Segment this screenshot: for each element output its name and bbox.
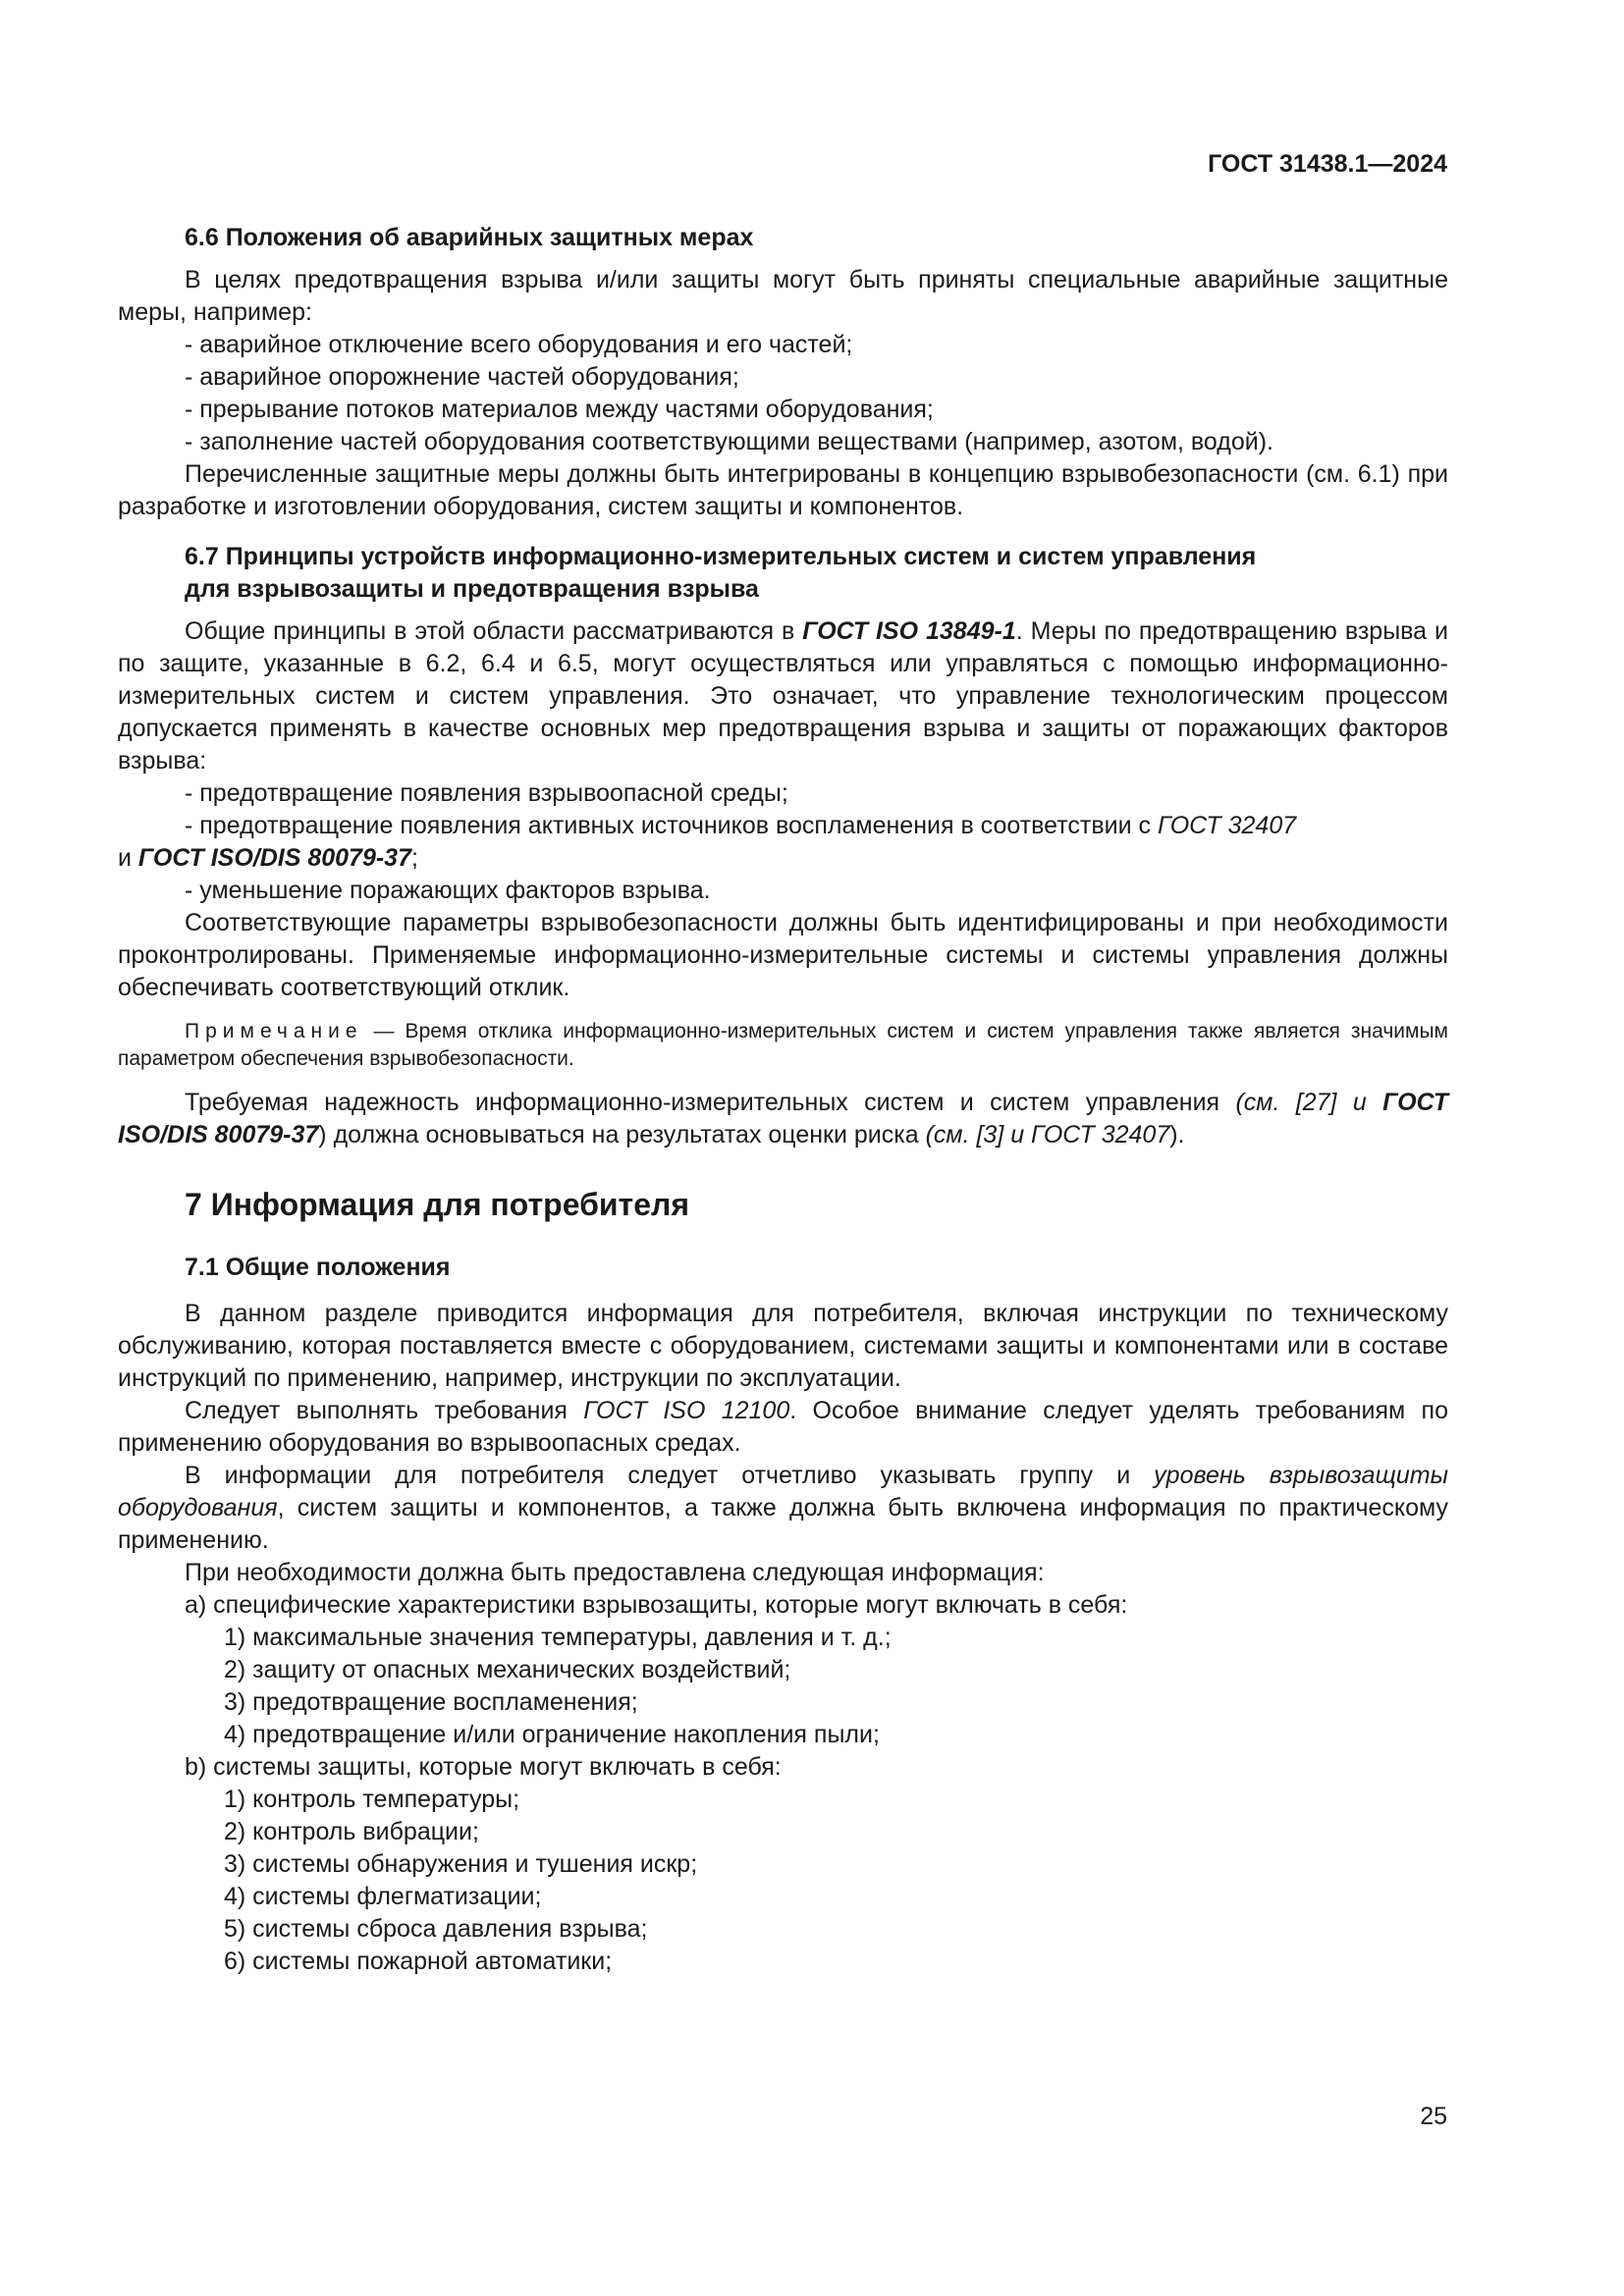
standard-reference: ГОСТ ISO 13849-1 — [802, 617, 1016, 645]
list-item: 1) максимальные значения температуры, давления и т. д.; — [224, 1624, 892, 1651]
list-item: - предотвращение появления взрывоопасной среды; — [185, 779, 788, 807]
s66-closing: Перечисленные защитные меры должны быть интегрированы в концепцию взрывобезопасности (см. 6.1) при разработке и изготовлении оборудования, систем защиты и компонентов. — [118, 460, 1448, 520]
list-item: - аварийное отключение всего оборудования и его частей; — [185, 331, 853, 358]
list-item: 2) контроль вибрации; — [224, 1818, 479, 1845]
standard-reference: ГОСТ ISO 12100 — [583, 1397, 790, 1424]
list-item: - заполнение частей оборудования соответствующими веществами (например, азотом, водой). — [185, 428, 1273, 455]
list-item: - прерывание потоков материалов между частями оборудования; — [185, 396, 934, 423]
section-6-7-title-line1: 6.7 Принципы устройств информационно-измерительных систем и систем управления — [185, 543, 1257, 570]
text: . Особое внимание следует уделять требованиям по применению оборудования во взрывоопасных средах. — [118, 1397, 1449, 1457]
list-item: 4) системы флегматизации; — [224, 1883, 542, 1910]
s71-paragraph-3 — [118, 1460, 1448, 1557]
standard-reference: ГОСТ 32407 — [1157, 812, 1297, 839]
page-content — [118, 222, 1448, 1978]
s67-paragraph-1 — [118, 615, 1448, 777]
list-item: 1) контроль температуры; — [224, 1786, 520, 1813]
page-number: 25 — [1420, 2103, 1447, 2130]
list-b-label: b) системы защиты, которые могут включать в себя: — [185, 1753, 782, 1781]
s71-paragraph-4: При необходимости должна быть предоставлена следующая информация: — [185, 1559, 1045, 1586]
list-item: 5) системы сброса давления взрыва; — [224, 1915, 648, 1943]
section-7-title: 7 Информация для потребителя — [185, 1187, 689, 1222]
text: В информации для потребителя следует отчетливо указывать группу и — [185, 1462, 1155, 1489]
s71-paragraph-1: В данном разделе приводится информация для потребителя, включая инструкции по техническому обслуживанию, которая поставляется вместе с оборудованием, системами защиты и компонентами или в составе инструкций по применению, например, инструкции по эксплуатации. — [118, 1300, 1448, 1392]
text: , систем защиты и компонентов, а также должна быть включена информация по практическому применению. — [118, 1494, 1448, 1554]
text: и — [118, 844, 138, 872]
text: . Меры по предотвращению взрыва и по защите, указанные в 6.2, 6.4 и 6.5, могут осуществляться или управляться с помощью информационно-измерительных систем и систем управления. Это означает, что управление технологическим процессом допускается применять в качестве основных мер предотвращения взрыва и защиты от поражающих факторов взрыва: — [118, 617, 1448, 774]
text: Следует выполнять требования — [185, 1397, 584, 1424]
list-item: 6) системы пожарной автоматики; — [224, 1948, 613, 1975]
citation: (см. [27] и — [1235, 1089, 1367, 1116]
citation: (см. [3] и ГОСТ 32407 — [925, 1121, 1170, 1148]
text: ; — [411, 844, 418, 872]
list-item: 2) защиту от опасных механических воздействий; — [224, 1656, 791, 1683]
list-item: 3) системы обнаружения и тушения искр; — [224, 1850, 698, 1878]
note — [118, 1018, 1448, 1073]
s67-paragraph-3 — [118, 1087, 1448, 1151]
section-7-1-title: 7.1 Общие положения — [185, 1254, 451, 1281]
s71-paragraph-2 — [118, 1395, 1448, 1460]
note-text: — Время отклика информационно-измерительных систем и систем управления также является значимым параметром обеспечения взрывобезопасности. — [118, 1020, 1448, 1070]
list-item: - уменьшение поражающих факторов взрыва. — [185, 877, 711, 904]
list-item-continuation — [118, 842, 1448, 875]
list-item — [118, 810, 1448, 842]
note-label: Примечание — [185, 1020, 363, 1042]
list-item: 4) предотвращение и/или ограничение накопления пыли; — [224, 1721, 880, 1748]
text: Общие принципы в этой области рассматриваются в — [185, 617, 803, 645]
list-item: - аварийное опорожнение частей оборудования; — [185, 363, 739, 391]
section-6-7-title-line2: для взрывозащиты и предотвращения взрыва — [185, 575, 759, 603]
section-6-6-title: 6.6 Положения об аварийных защитных мерах — [185, 224, 754, 251]
term: уровень взрывозащиты оборудования — [118, 1462, 1448, 1522]
document-id: ГОСТ 31438.1—2024 — [1208, 150, 1447, 178]
text: Требуемая надежность информационно-измерительных систем и систем управления — [185, 1089, 1236, 1116]
s66-intro: В целях предотвращения взрыва и/или защиты могут быть приняты специальные аварийные защитные меры, например: — [118, 266, 1448, 326]
list-a-label: a) специфические характеристики взрывозащиты, которые могут включать в себя: — [185, 1591, 1128, 1619]
text: ) должна основываться на результатах оценки риска — [318, 1121, 926, 1148]
text: ). — [1169, 1121, 1185, 1148]
standard-reference: ГОСТ ISO/DIS 80079-37 — [137, 844, 411, 872]
text: - предотвращение появления активных источников воспламенения в соответствии с — [185, 812, 1158, 839]
standard-reference: ГОСТ ISO/DIS 80079-37 — [118, 1089, 1448, 1148]
s67-paragraph-2: Соответствующие параметры взрывобезопасности должны быть идентифицированы и при необходимости проконтролированы. Применяемые информационно-измерительные системы и системы управления должны обеспечивать соответствующий отклик. — [118, 909, 1448, 1001]
list-item: 3) предотвращение воспламенения; — [224, 1688, 638, 1716]
